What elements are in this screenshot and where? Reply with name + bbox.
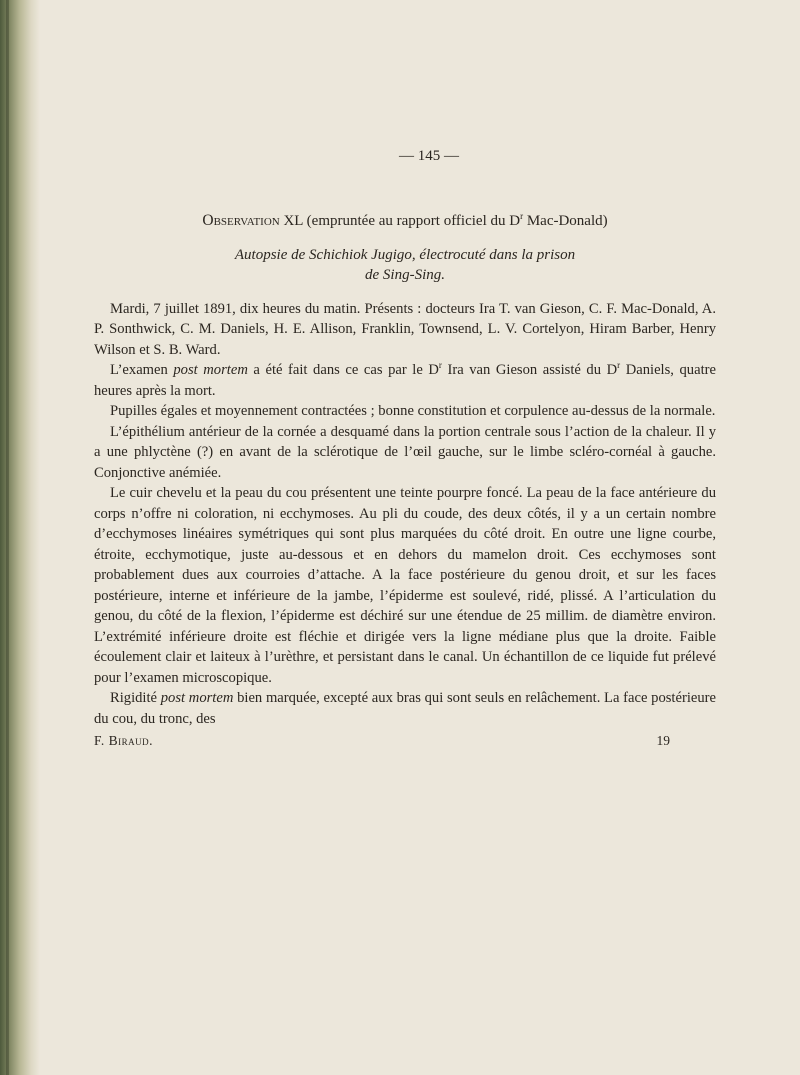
signature-number: 19 — [656, 733, 670, 748]
superscript: r — [438, 360, 442, 371]
subtitle-line-2: de Sing-Sing. — [365, 266, 445, 283]
italic-run: post mortem — [173, 362, 248, 378]
book-page — [94, 146, 716, 752]
text-run: Rigidité — [110, 690, 161, 706]
paragraph-rigidity — [94, 688, 716, 729]
subtitle-line-1: Autopsie de Schichiok Jugigo, électrocuté dans la prison — [234, 246, 576, 263]
paragraph-cornea: L’épithélium antérieur de la cornée a desquamé dans la portion centrale sous l’action de la chaleur. Il y a une phlyctène (?) en avant de la sclérotique de l’œil gauche, sur le limbe scléro-cornéal à gauche. Conjonctive anémiée. — [94, 423, 716, 481]
text-run: a été fait dans ce cas par le D — [247, 362, 439, 378]
heading-word: bservation — [213, 212, 280, 229]
paragraph-date-attendees: Mardi, 7 juillet 1891, dix heures du matin. Présents : docteurs Ira T. van Gieson, C. F. Mac-Donald, A. P. Sonthwick, C. M. Daniels, H. E. Allison, Franklin, Townsend, L. V. Cortelyon, Hiram Barber, Henry Wilson et S. B. Ward. — [94, 300, 716, 358]
text-run: Ira van Gieson assisté du D — [441, 362, 618, 378]
heading-sup: r — [520, 210, 524, 221]
heading-initial: O — [202, 211, 214, 229]
paragraph-pupils: Pupilles égales et moyennement contractées ; bonne constitution et corpulence au-dessus de la normale. — [110, 403, 716, 419]
heading-source-end: Mac-Donald) — [523, 212, 608, 229]
text-run: L’examen — [110, 362, 174, 378]
paragraph-examination — [94, 360, 716, 401]
printer-signature: F. Biraud. — [94, 733, 154, 748]
paragraph-skin: Le cuir chevelu et la peau du cou présentent une teinte pourpre foncé. La peau de la face antérieure du corps n’offre ni coloration, ni ecchymoses. Au pli du coude, des deux côtés, il y a un certain nombre d’ecchymoses linéaires symétriques qui sont plus marquées du côté droit. En outre une ligne courbe, étroite, ecchymotique, juste au-dessous et en dehors du mamelon droit. Ces ecchymoses sont probablement dues aux courroies d’attache. A la face postérieure du genou droit, et sur les faces postérieure, interne et inférieure de la jambe, l’épiderme est soulevé, ridé, plissé. A l’articulation du genou, du côté de la flexion, l’épiderme est déchiré sur une étendue de 25 millim. de diamètre environ. L’extrémité inférieure droite est fléchie et dirigée vers la ligne médiane plus que la droite. Faible écoulement clair et laiteux à l’urèthre, et persistant dans le canal. Un échantillon de ce liquide fut prélevé pour l’examen microscopique. — [94, 485, 716, 686]
heading-number: XL — [283, 212, 303, 229]
text-run: bien marquée, excepté aux bras qui sont seuls en relâchement. La face postérieure du cou, du tronc, des — [94, 690, 716, 727]
autopsy-subtitle — [94, 245, 716, 285]
text-run: Daniels, quatre heures après la mort. — [94, 362, 716, 399]
heading-source: (empruntée au rapport officiel du D — [306, 212, 521, 229]
page-number: — 145 — — [399, 148, 459, 164]
superscript: r — [617, 360, 621, 371]
observation-heading — [94, 211, 716, 231]
page-footer — [94, 731, 716, 752]
italic-run: post mortem — [160, 690, 234, 706]
book-spine-shadow — [0, 0, 40, 1075]
